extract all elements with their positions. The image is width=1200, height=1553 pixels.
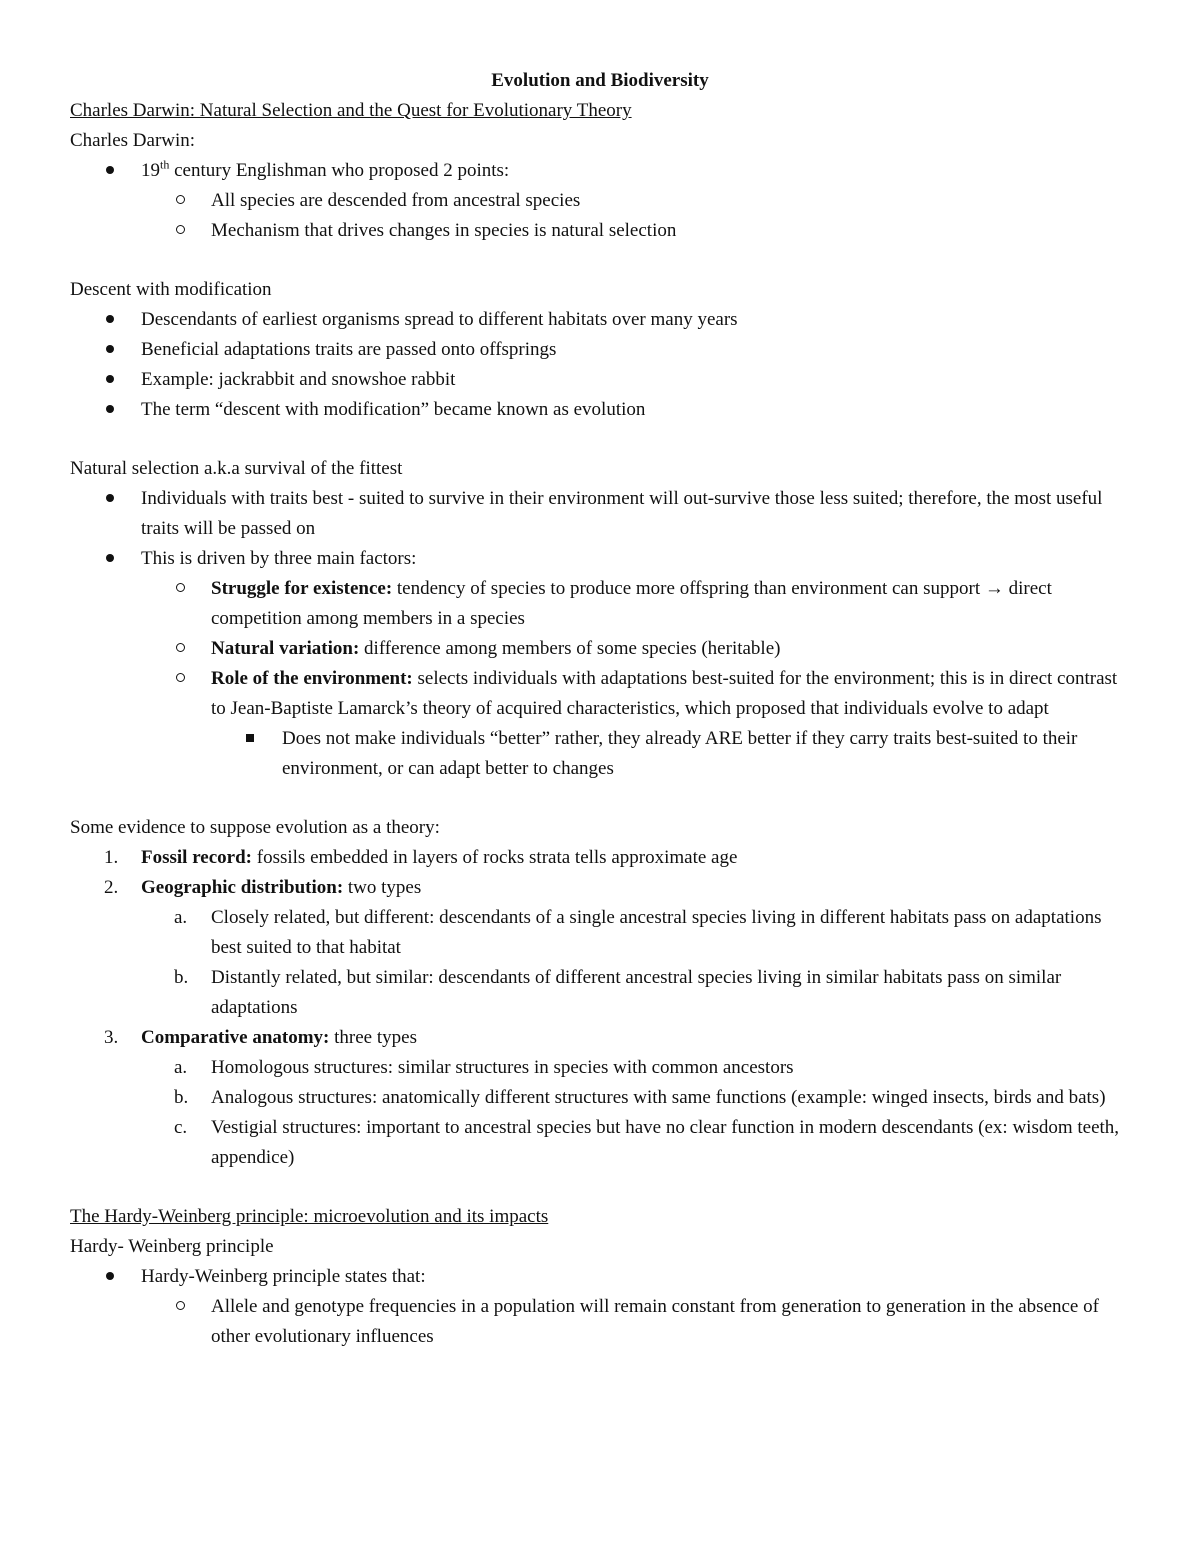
darwin-bullet-pre: 19	[141, 160, 160, 181]
list-item	[70, 664, 1130, 724]
bullet-circle-icon	[176, 574, 185, 604]
list-item	[70, 1023, 1130, 1053]
bullet-dot-icon	[106, 305, 114, 335]
list-number: 1.	[104, 847, 119, 868]
evidence-text: three types	[329, 1027, 417, 1048]
factor-term: Struggle for existence:	[211, 578, 393, 599]
bullet-square-icon	[246, 724, 254, 754]
hardy-weinberg-label: Hardy- Weinberg principle	[70, 1236, 274, 1257]
list-item	[70, 395, 1130, 425]
evidence-term: Comparative anatomy:	[141, 1027, 330, 1048]
evidence-text: two types	[343, 877, 422, 898]
darwin-label: Charles Darwin:	[70, 130, 196, 151]
list-item	[70, 335, 1130, 365]
natural-selection-label: Natural selection a.k.a survival of the fittest	[70, 458, 403, 479]
evidence-label: Some evidence to suppose evolution as a theory:	[70, 817, 440, 838]
bullet-circle-icon	[176, 634, 185, 664]
list-item	[70, 903, 1130, 963]
descent-bullet: Beneficial adaptations traits are passed onto offsprings	[141, 339, 557, 360]
list-item	[70, 843, 1130, 873]
bullet-circle-icon	[176, 664, 185, 694]
hardy-weinberg-bullet: Hardy-Weinberg principle states that:	[141, 1266, 426, 1287]
darwin-bullet-post: century Englishman who proposed 2 points:	[169, 160, 510, 181]
list-letter: a.	[174, 907, 188, 928]
anatomy-text: Homologous structures: similar structures in species with common ancestors	[211, 1057, 794, 1078]
descent-label: Descent with modification	[70, 279, 272, 300]
list-item	[70, 544, 1130, 574]
section-heading-hardy-weinberg: The Hardy-Weinberg principle: microevolution and its impacts	[70, 1206, 549, 1227]
list-number: 2.	[104, 877, 119, 898]
evidence-term: Geographic distribution:	[141, 877, 344, 898]
geo-text: Closely related, but different: descendants of a single ancestral species living in different habitats pass on adaptations best suited to that habitat	[211, 907, 1102, 958]
list-item	[70, 216, 1130, 246]
list-item	[70, 963, 1130, 1023]
list-item	[70, 1292, 1130, 1352]
descent-bullet: The term “descent with modification” became known as evolution	[141, 399, 646, 420]
list-letter: c.	[174, 1117, 188, 1138]
descent-bullet: Descendants of earliest organisms spread to different habitats over many years	[141, 309, 738, 330]
list-item	[70, 873, 1130, 903]
bullet-dot-icon	[106, 156, 114, 186]
list-letter: b.	[174, 967, 189, 988]
list-item	[70, 305, 1130, 335]
bullet-dot-icon	[106, 1262, 114, 1292]
list-letter: a.	[174, 1057, 188, 1078]
list-item	[70, 1262, 1130, 1292]
bullet-dot-icon	[106, 484, 114, 514]
natural-selection-bullet: Individuals with traits best - suited to survive in their environment will out-survive those less suited; therefore, the most useful traits will be passed on	[141, 488, 1103, 539]
bullet-dot-icon	[106, 395, 114, 425]
anatomy-text: Analogous structures: anatomically different structures with same functions (example: winged insects, birds and bats)	[211, 1087, 1106, 1108]
bullet-circle-icon	[176, 186, 185, 216]
factor-text: selects individuals with adaptations best-suited for the environment; this is in direct contrast to Jean-Baptiste Lamarck’s theory of acquired characteristics, which proposed that individuals evolve to adapt	[211, 668, 1118, 719]
list-item	[70, 574, 1130, 634]
anatomy-text: Vestigial structures: important to ancestral species but have no clear function in modern descendants (ex: wisdom teeth, appendice)	[211, 1117, 1120, 1168]
geo-text: Distantly related, but similar: descendants of different ancestral species living in similar habitats pass on similar adaptations	[211, 967, 1062, 1018]
factor-text: difference among members of some species (heritable)	[359, 638, 781, 659]
bullet-dot-icon	[106, 365, 114, 395]
list-item	[70, 484, 1130, 544]
list-number: 3.	[104, 1027, 119, 1048]
section-heading-darwin: Charles Darwin: Natural Selection and the Quest for Evolutionary Theory	[70, 100, 632, 121]
list-item	[70, 1053, 1130, 1083]
natural-selection-bullet: This is driven by three main factors:	[141, 548, 417, 569]
darwin-point: All species are descended from ancestral species	[211, 190, 581, 211]
factor-term: Role of the environment:	[211, 668, 413, 689]
list-item	[70, 724, 1130, 784]
bullet-circle-icon	[176, 216, 185, 246]
evidence-text: fossils embedded in layers of rocks strata tells approximate age	[252, 847, 738, 868]
document-title: Evolution and Biodiversity	[491, 70, 709, 91]
list-letter: b.	[174, 1087, 189, 1108]
bullet-dot-icon	[106, 544, 114, 574]
evidence-term: Fossil record:	[141, 847, 252, 868]
list-item	[70, 186, 1130, 216]
list-item	[70, 1083, 1130, 1113]
factor-term: Natural variation:	[211, 638, 360, 659]
descent-bullet: Example: jackrabbit and snowshoe rabbit	[141, 369, 456, 390]
list-item	[70, 156, 1130, 186]
list-item	[70, 365, 1130, 395]
bullet-circle-icon	[176, 1292, 185, 1322]
darwin-point: Mechanism that drives changes in species is natural selection	[211, 220, 677, 241]
bullet-dot-icon	[106, 335, 114, 365]
darwin-bullet-sup: th	[160, 157, 170, 172]
factor-text: tendency of species to produce more offspring than environment can support → direct competition among members in a species	[211, 578, 1052, 629]
list-item	[70, 634, 1130, 664]
sub-note: Does not make individuals “better” rather, they already ARE better if they carry traits best-suited to their environment, or can adapt better to changes	[282, 728, 1078, 779]
list-item	[70, 1113, 1130, 1173]
hardy-weinberg-point: Allele and genotype frequencies in a population will remain constant from generation to generation in the absence of other evolutionary influences	[211, 1296, 1099, 1347]
